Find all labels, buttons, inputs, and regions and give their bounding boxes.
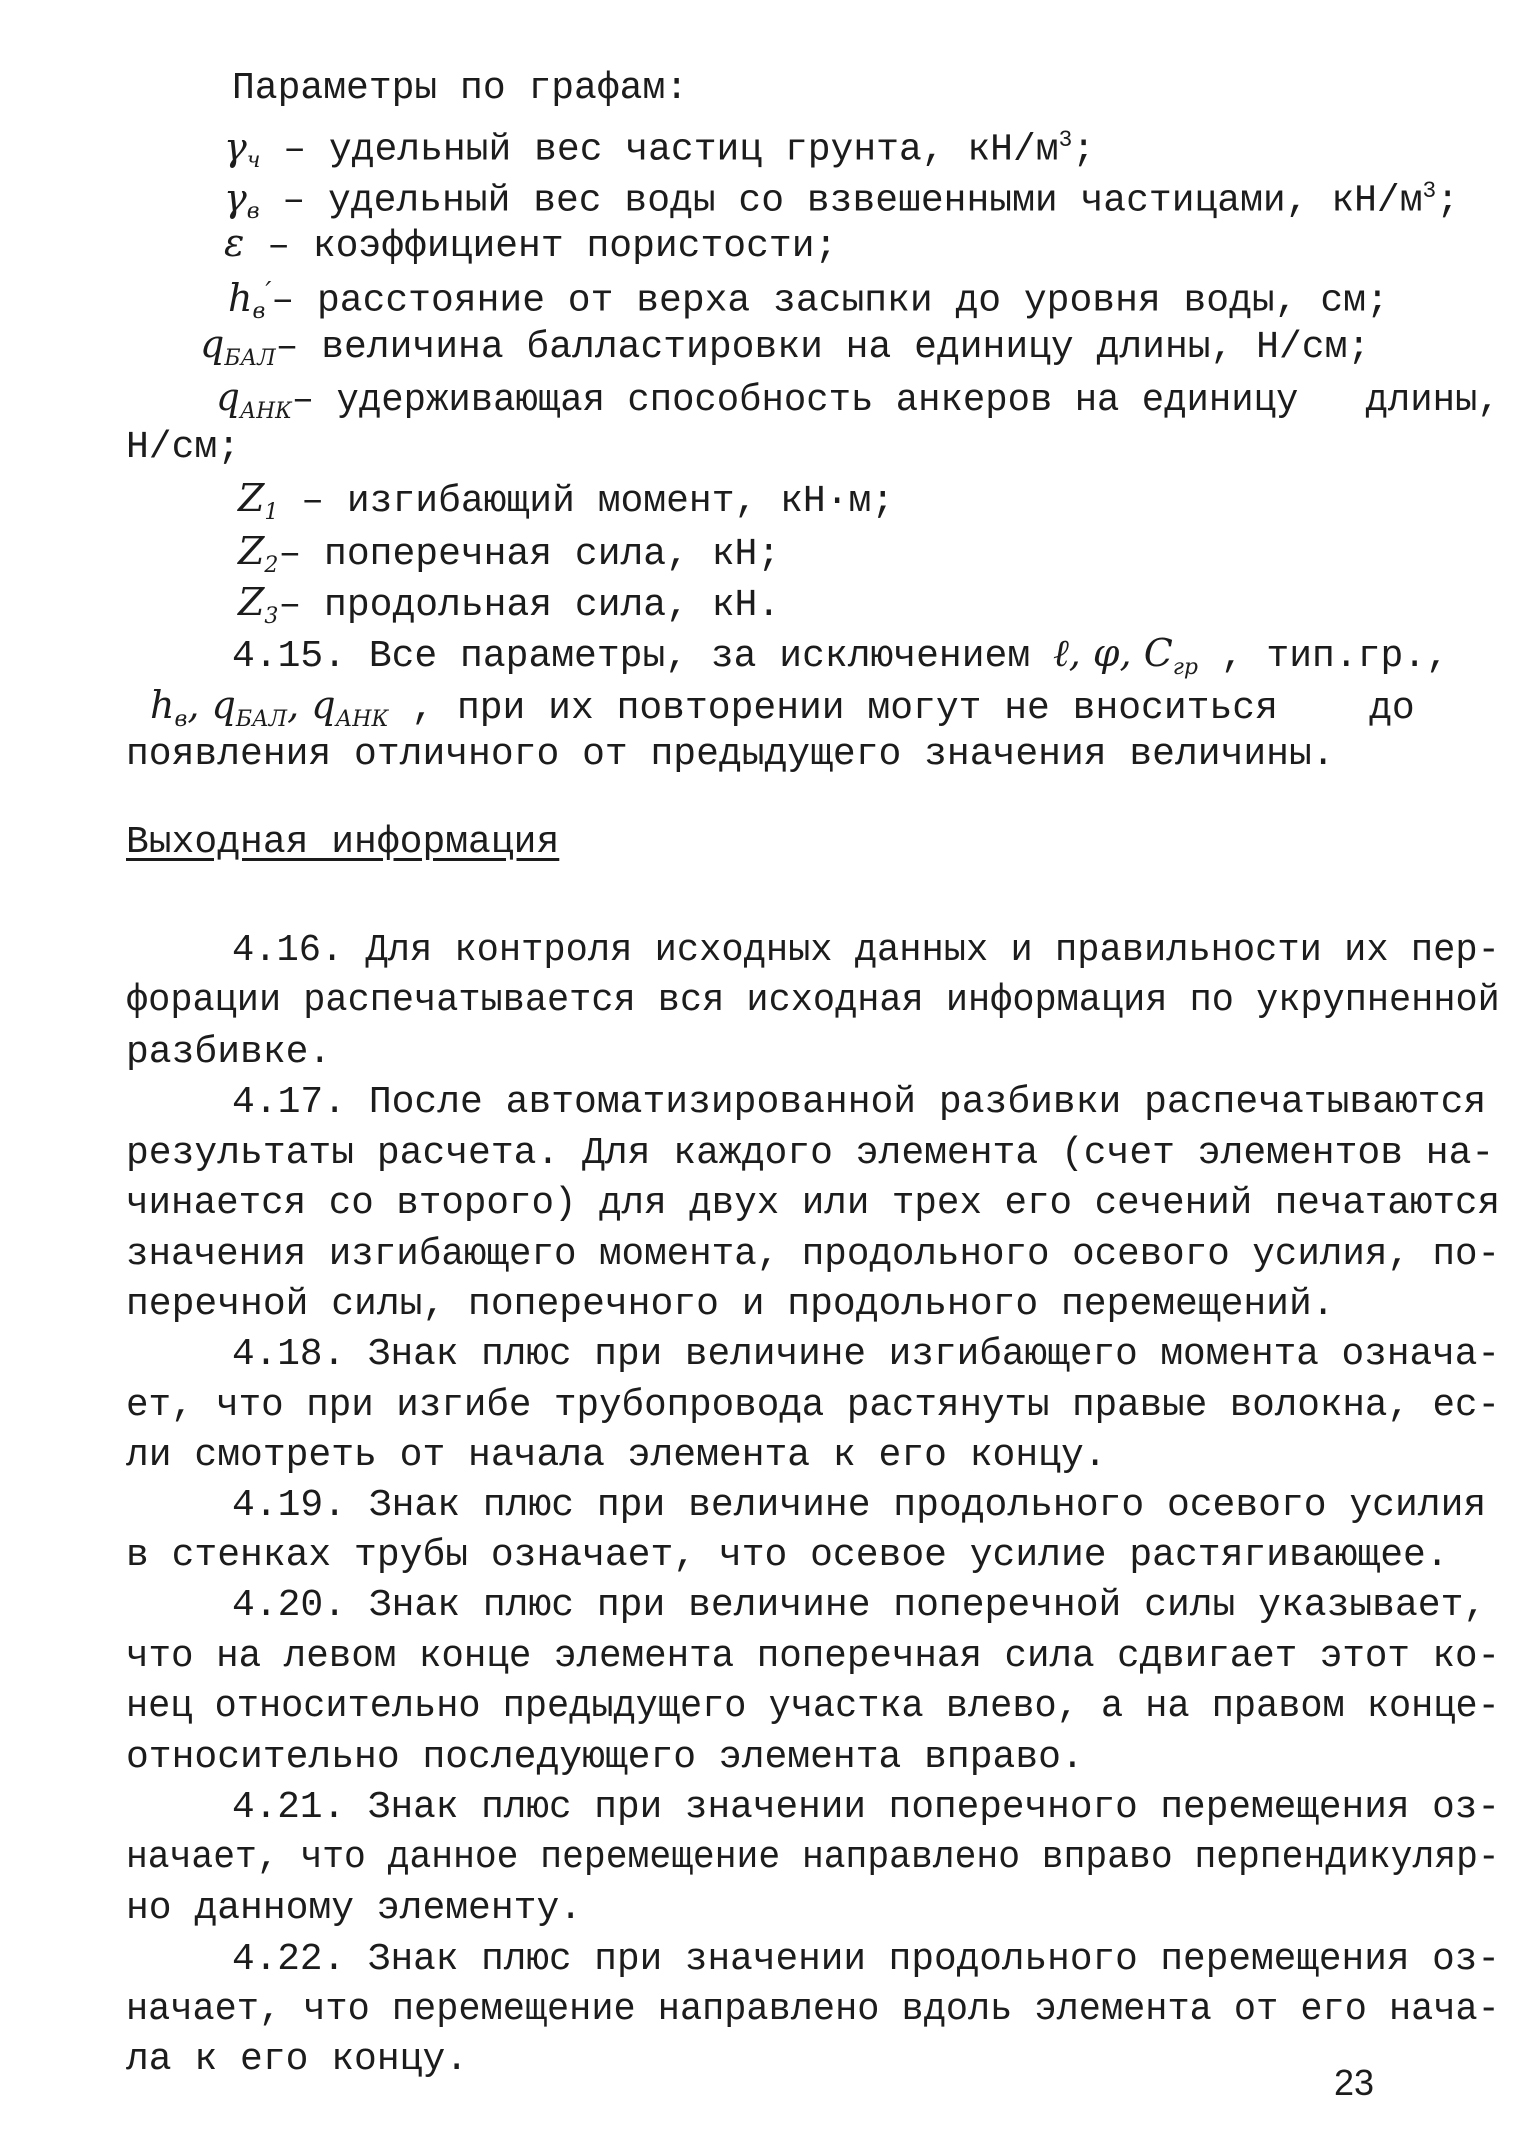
param-symbol: ε — [224, 221, 245, 265]
body-line: что на левом конце элемента поперечная сила сдвигает этот ко- — [126, 1635, 1501, 1678]
param-desc: – расстояние от верха засыпки до уровня воды, см; — [271, 279, 1389, 323]
param-symbol-sub: 3 — [264, 603, 279, 629]
param-row-epsilon — [224, 220, 837, 270]
body-line: значения изгибающего момента, продольного осевого усилия, по- — [126, 1233, 1501, 1276]
body-line: 4.19. Знак плюс при величине продольного осевого усилия — [232, 1484, 1487, 1527]
param-desc: – удельный вес воды со взвешенными частицами, кН/м — [259, 179, 1423, 223]
param-symbol: γ — [224, 124, 247, 169]
param-tail: ; — [1072, 128, 1096, 172]
param-desc: – изгибающий момент, кН·м; — [278, 480, 895, 523]
body-line: 4.20. Знак плюс при величине поперечной силы указывает, — [232, 1584, 1487, 1627]
body-line: ла к его концу. — [126, 2038, 469, 2081]
param-symbol: γ — [224, 175, 247, 220]
p415-h: h — [150, 683, 175, 727]
param-symbol-sub: БАЛ — [224, 345, 276, 371]
param-symbol-sub: в — [252, 299, 266, 325]
body-line: ет, что при изгибе трубопровода растянуты правые волокна, ес- — [126, 1384, 1501, 1427]
param-sup: 3 — [1422, 178, 1437, 204]
p415-text: , при их повторении могут не вноситься до — [388, 687, 1415, 730]
param-sup: 3 — [1058, 127, 1073, 153]
page-number: 23 — [1334, 2062, 1375, 2103]
body-line: ли смотреть от начала элемента к его концу. — [126, 1434, 1107, 1477]
param-desc: – удерживающая способность анкеров на единицу длины, — [291, 379, 1500, 422]
param-row-q-ank — [216, 374, 1500, 435]
p415-line3: появления отличного от предыдущего значения величины. — [126, 733, 1335, 776]
body-line: относительно последующего элемента вправо. — [126, 1736, 1084, 1779]
param-desc: – коэффициент пористости; — [244, 225, 838, 268]
p415-symbols: ℓ, φ, C — [1052, 631, 1173, 675]
param-row-q-bal — [200, 321, 1370, 382]
body-line: но данному элементу. — [126, 1887, 583, 1930]
param-desc: – продольная сила, кН. — [278, 584, 781, 627]
p415-line2: hв, qБАЛ, qАНК , при их повторении могут не вноситься до — [150, 682, 1415, 743]
param-symbol: q — [216, 375, 240, 419]
p415-h-sub: в — [174, 706, 188, 732]
params-intro: Параметры по графам: — [232, 67, 689, 110]
body-line: 4.16. Для контроля исходных данных и правильности их пер- — [232, 929, 1500, 972]
p415-q-ank-sub: АНК — [335, 706, 389, 732]
body-line: 4.22. Знак плюс при значении продольного перемещения оз- — [232, 1938, 1501, 1981]
body-line: чинается со второго) для двух или трех его сечений печатаются — [126, 1182, 1501, 1225]
body-line: 4.21. Знак плюс при значении поперечного перемещения оз- — [232, 1786, 1501, 1829]
body-line: перечной силы, поперечного и продольного перемещений. — [126, 1283, 1335, 1326]
p415-q-bal-sub: БАЛ — [235, 706, 288, 732]
param-symbol: Z — [238, 529, 265, 573]
body-line: начает, что перемещение направлено вдоль элемента от его нача- — [126, 1988, 1500, 2031]
body-line: в стенках трубы означает, что осевое усилие растягивающее. — [126, 1534, 1449, 1577]
body-line: 4.17. После автоматизированной разбивки распечатываются — [232, 1081, 1487, 1124]
body-line: нец относительно предыдущего участка влево, а на правом конце- — [126, 1685, 1500, 1728]
param-symbol-sub: 1 — [264, 499, 279, 525]
p415-q-ank: q — [311, 683, 336, 727]
p415-q-bal: q — [211, 683, 236, 727]
param-symbol: Z — [238, 476, 265, 520]
p415-start: 4.15. Все параметры, за исключением — [232, 635, 1053, 678]
param-desc: – поперечная сила, кН; — [278, 533, 781, 576]
param-symbol-sub: ч — [246, 148, 261, 174]
param-prime: ′ — [265, 276, 272, 307]
body-line: начает, что данное перемещение направлено вправо перпендикуляр- — [126, 1836, 1500, 1879]
param-symbol: h — [228, 275, 253, 320]
param-symbol: q — [200, 322, 225, 366]
p415-symbols-sub: гр — [1172, 654, 1199, 680]
param-symbol-sub: АНК — [239, 398, 292, 424]
p415-end: , тип.гр., — [1198, 635, 1449, 678]
param-symbol: Z — [238, 580, 265, 624]
body-line: форации распечатывается вся исходная информация по укрупненной — [126, 979, 1500, 1022]
section-heading: Выходная информация — [126, 821, 560, 864]
body-line: 4.18. Знак плюс при величине изгибающего момента означа- — [232, 1333, 1501, 1376]
param-tail: ; — [1436, 179, 1460, 223]
body-line: результаты расчета. Для каждого элемента (счет элементов на- — [126, 1132, 1495, 1175]
body-line: разбивке. — [126, 1031, 332, 1074]
param-desc: – удельный вес частиц грунта, кН/м — [260, 128, 1059, 172]
param-wrap-unit: Н/см; — [126, 426, 241, 469]
param-symbol-sub: 2 — [264, 552, 279, 578]
param-symbol-sub: в — [246, 199, 260, 225]
param-desc: – величина балластировки на единицу длины, Н/см; — [275, 326, 1371, 369]
param-row-z1 — [238, 475, 894, 536]
